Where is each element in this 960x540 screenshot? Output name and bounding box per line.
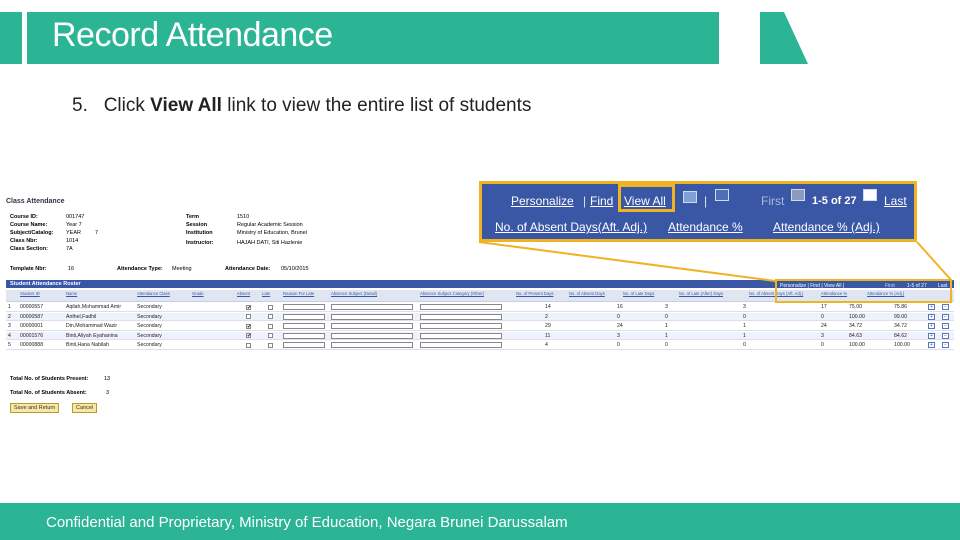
add-row-icon[interactable]: +	[928, 304, 935, 310]
slide-title: Record Attendance	[52, 16, 333, 54]
absent-days: 0	[617, 313, 620, 320]
attendance-pct-adj: 34.72	[894, 323, 907, 329]
delete-row-icon[interactable]: −	[942, 342, 949, 348]
late-days: 1	[665, 332, 668, 339]
late-after-days: 0	[743, 342, 746, 348]
column-header[interactable]: Late	[262, 291, 271, 296]
absent-days: 16	[617, 304, 623, 310]
grid-title: Student Attendance Roster	[6, 280, 954, 288]
attendance-class: Secondary	[137, 313, 162, 320]
session-value: Regular Academic Session	[237, 222, 303, 228]
late-days: 0	[665, 313, 668, 320]
attendance-pct: 100.00	[849, 342, 865, 348]
att-date-value: 05/10/2015	[281, 266, 309, 272]
col-attendance-pct[interactable]: Attendance %	[668, 220, 743, 234]
present-days: 14	[545, 304, 551, 310]
column-header[interactable]: No. of Late (After) Days	[679, 291, 723, 296]
attendance-pct-adj: 99.00	[894, 313, 907, 320]
late-days: 0	[665, 342, 668, 348]
class-nbr-value: 1014	[66, 238, 79, 244]
session-label: Session	[186, 222, 208, 228]
column-header[interactable]: Absence Subject (Detail)	[331, 291, 378, 296]
row-number: 5	[8, 342, 11, 348]
step-text-pre: Click	[103, 95, 151, 116]
student-name: Binti,Hana Nabilah	[66, 342, 109, 348]
student-id: 00000001	[20, 323, 44, 329]
late-days: 3	[665, 304, 668, 310]
template-label: Template Nbr:	[10, 266, 47, 272]
student-name: Binti,Aliyah Eyahanina	[66, 332, 118, 339]
row-number: 3	[8, 323, 11, 329]
att-date-label: Attendance Date:	[225, 266, 271, 272]
step-number: 5.	[72, 95, 88, 116]
absent-days-adj: 17	[821, 304, 827, 310]
attendance-pct: 84.63	[849, 332, 862, 339]
absent-days: 24	[617, 323, 623, 329]
add-row-icon[interactable]: +	[928, 333, 935, 339]
add-row-icon[interactable]: +	[928, 342, 935, 348]
attendance-class: Secondary	[137, 323, 162, 329]
attendance-pct-adj: 100.00	[894, 342, 910, 348]
connector-right	[917, 242, 952, 281]
absent-days: 3	[617, 332, 620, 339]
step-text-bold: View All	[150, 95, 222, 116]
student-name: Anthel,Fadhil	[66, 313, 97, 320]
attendance-pct-adj: 75.86	[894, 304, 907, 310]
class-section-label: Class Section:	[10, 246, 48, 252]
course-name-label: Course Name:	[10, 222, 48, 228]
absent-days-adj: 3	[821, 332, 824, 339]
instructor-label: Instructor:	[186, 240, 214, 246]
late-after-days: 0	[743, 313, 746, 320]
late-after-days: 1	[743, 323, 746, 329]
column-header[interactable]: Name	[66, 291, 78, 296]
cancel-button[interactable]: Cancel	[72, 403, 97, 413]
present-days: 11	[545, 332, 551, 339]
column-header[interactable]: Reason For Late	[283, 291, 315, 296]
total-present-label: Total No. of Students Present:	[10, 376, 89, 382]
class-section-value: 7A	[66, 246, 73, 252]
absent-days-adj: 0	[821, 342, 824, 348]
column-header[interactable]: Absence Subject Category (Other)	[420, 291, 485, 296]
student-id: 00001576	[20, 332, 44, 339]
attendance-class: Secondary	[137, 304, 162, 310]
late-days: 1	[665, 323, 668, 329]
total-absent-label: Total No. of Students Absent:	[10, 390, 87, 396]
find-link[interactable]: Find	[590, 194, 614, 208]
column-header[interactable]: No. of Absent Days (Aft. Adj.)	[749, 291, 804, 296]
delete-row-icon[interactable]: −	[942, 314, 949, 320]
mini-first[interactable]: First	[885, 283, 895, 289]
mini-last[interactable]: Last	[938, 283, 948, 289]
attendance-class: Secondary	[137, 342, 162, 348]
attendance-class: Secondary	[137, 332, 162, 339]
column-header[interactable]: Grade	[192, 291, 204, 296]
mini-range: 1-5 of 27	[907, 283, 927, 289]
student-id: 00000587	[20, 313, 44, 320]
subject-label: Subject/Catalog:	[10, 230, 54, 236]
absent-days: 0	[617, 342, 620, 348]
column-header[interactable]: No. of Late Days	[623, 291, 655, 296]
present-days: 4	[545, 342, 548, 348]
delete-row-icon[interactable]: −	[942, 333, 949, 339]
student-id: 00000888	[20, 342, 44, 348]
att-type-label: Attendance Type:	[117, 266, 163, 272]
add-row-icon[interactable]: +	[928, 323, 935, 329]
institution-label: Institution	[186, 230, 213, 236]
term-label: Term	[186, 214, 200, 220]
student-name: Din,Mohammad Wazir	[66, 323, 118, 329]
late-after-days: 1	[743, 332, 746, 339]
student-name: Aqilah,Mohammad Amir	[66, 304, 122, 310]
column-header[interactable]: No. of Absent Days	[569, 291, 605, 296]
present-days: 29	[545, 323, 551, 329]
present-days: 2	[545, 313, 548, 320]
save-return-button[interactable]: Save and Return	[10, 403, 59, 413]
step-text-post: link to view the entire list of students	[221, 95, 532, 116]
template-value: 16	[68, 266, 75, 272]
absent-checkbox[interactable]: ✔	[247, 333, 252, 339]
course-id-value: 001747	[66, 214, 85, 220]
attendance-pct: 100.00	[849, 313, 865, 320]
view-all-link[interactable]: View All	[624, 194, 666, 208]
institution-value: Ministry of Education, Brunei	[237, 230, 308, 236]
subject-value: YEAR	[66, 230, 81, 236]
column-header[interactable]: No. of Present Days	[516, 291, 554, 296]
page-title: Class Attendance	[6, 198, 65, 205]
column-header[interactable]: Student ID	[20, 291, 40, 296]
row-number: 1	[8, 304, 11, 310]
footer-text: Confidential and Proprietary, Ministry of Education, Negara Brunei Darussalam	[46, 514, 568, 531]
page-range: 1-5 of 27	[812, 195, 857, 207]
col-attendance-pct-adj[interactable]: Attendance % (Adj.)	[773, 220, 880, 234]
absent-days-adj: 0	[821, 313, 824, 320]
nav-separator: |	[583, 194, 587, 208]
late-after-days: 3	[743, 304, 746, 310]
column-header[interactable]: Attendance Class	[137, 291, 170, 296]
mini-nav-links[interactable]: Personalize | Find | View All |	[780, 283, 845, 289]
col-absent-adj[interactable]: No. of Absent Days(Aft. Adj.)	[495, 220, 648, 234]
att-type-value: Meeting	[172, 266, 192, 272]
last-link[interactable]: Last	[884, 194, 907, 208]
column-header[interactable]: Attendance % (Adj.)	[867, 291, 905, 296]
connector-left	[479, 242, 775, 281]
attendance-pct: 34.72	[849, 323, 862, 329]
column-header[interactable]: Attendance %	[821, 291, 848, 296]
absent-days-adj: 24	[821, 323, 827, 329]
student-id: 00000557	[20, 304, 44, 310]
term-value: 1510	[237, 214, 250, 220]
total-absent-value: 3	[106, 390, 110, 396]
add-row-icon[interactable]: +	[928, 314, 935, 320]
column-header[interactable]: Absent	[237, 291, 251, 296]
absent-checkbox[interactable]: ✔	[247, 323, 252, 330]
class-nbr-label: Class Nbr:	[10, 238, 38, 244]
attendance-pct-adj: 84.62	[894, 332, 907, 339]
absent-checkbox[interactable]: ✔	[247, 304, 252, 311]
delete-row-icon[interactable]: −	[942, 323, 949, 329]
row-number: 4	[8, 332, 11, 339]
attendance-pct: 75.00	[849, 304, 862, 310]
delete-row-icon[interactable]: −	[942, 304, 949, 310]
first-link[interactable]: First	[761, 194, 785, 208]
personalize-link[interactable]: Personalize	[511, 194, 574, 208]
instructor-value: HAJAH DATI, Siti Hazlenie	[237, 240, 303, 246]
total-present-value: 13	[104, 376, 111, 382]
row-number: 2	[8, 313, 11, 320]
course-name-value: Year 7	[66, 222, 82, 228]
subject-number: 7	[95, 230, 99, 236]
nav-separator-2: |	[704, 194, 708, 208]
course-id-label: Course ID:	[10, 214, 38, 220]
